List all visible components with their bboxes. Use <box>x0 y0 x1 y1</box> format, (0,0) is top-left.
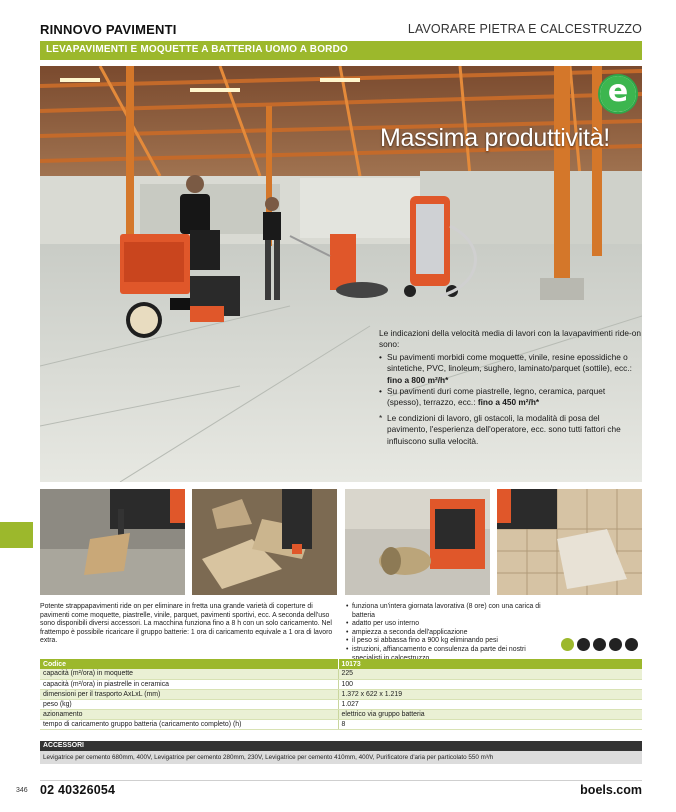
eco-badge-icon <box>598 74 638 114</box>
product-description: Potente strappapavimenti ride on per eliminare in fretta una grande varietà di coperture di pavimenti come moquette, piastrelle, vinile, parquet, pavimenti sportivi, ecc. A seconda dell'uso sono disponibili diversi accessori. La macchina funziona fino a 8 h con un solo caricamento. Nel frattempo è possibile ricaricare il gruppo batterie: 1 ora di caricamento equivale a 1 ora di lavoro extra. <box>40 603 333 645</box>
feature-list-block <box>346 603 556 663</box>
spec-header-label: Codice <box>40 659 338 669</box>
hero-intro: Le indicazioni della velocità media di lavori con la lavapavimenti ride-on sono: <box>379 328 641 350</box>
eco-badge-letter: e <box>600 76 636 112</box>
spec-value: 100 <box>338 679 642 689</box>
hard-floor-rate: fino a 450 m²/h* <box>477 397 540 408</box>
feature-list <box>346 603 556 663</box>
photo-tile-debris <box>192 489 337 595</box>
accessories-header <box>40 741 642 751</box>
table-row <box>40 679 642 689</box>
feature-item: • funziona un'intera giornata lavorativa (8 ore) con una carica di batteria <box>346 603 556 620</box>
feature-item: • adatto per uso interno <box>346 620 556 629</box>
hero-bullet-list <box>379 352 641 409</box>
spec-label: capacità (m²/ora) in moquette <box>40 669 338 679</box>
spec-value: 8 <box>338 719 642 729</box>
spec-label: peso (kg) <box>40 699 338 709</box>
spec-table <box>40 659 642 730</box>
section-title: RINNOVO PAVIMENTI <box>40 22 177 37</box>
table-row <box>40 689 642 699</box>
spec-label: tempo di caricamento gruppo batteria (caricamento completo) (h) <box>40 719 338 729</box>
gloves-icon <box>609 638 622 651</box>
hero-headline: Massima produttività! <box>380 124 610 152</box>
footer-phone: 02 40326054 <box>40 783 116 797</box>
page-number: 346 <box>16 787 28 794</box>
feature-item: • il peso si abbassa fino a 900 kg eliminando pesi <box>346 637 556 646</box>
dust-mask-icon <box>593 638 606 651</box>
hero-bullet-soft-floors: • Su pavimenti morbidi come moquette, vinile, resine epossidiche o sintetiche, PVC, linoleum, sughero, laminato/parquet (sottile), ecc.: fino a 800 m²/h* <box>379 352 641 386</box>
accessories-text: Levigatrice per cemento 680mm, 400V, Levigatrice per cemento 280mm, 230V, Levigatrice per cemento 410mm, 400V, Purificatore d'aria per particolato 550 m³/h <box>43 754 494 761</box>
eco-icon <box>561 638 574 651</box>
soft-floor-rate: fino a 800 m²/h* <box>387 374 449 385</box>
spec-label: dimensioni per il trasporto AxLxL (mm) <box>40 689 338 699</box>
page-header <box>40 20 642 42</box>
table-row <box>40 709 642 719</box>
photo-strip <box>40 489 642 595</box>
spec-header-code: 10173 <box>338 659 642 669</box>
spec-label: capacità (m²/ora) in piastrelle in ceramica <box>40 679 338 689</box>
spec-value: 1.027 <box>338 699 642 709</box>
spec-table-header <box>40 659 642 669</box>
subtitle-text: LEVAPAVIMENTI E MOQUETTE A BATTERIA UOMO A BORDO <box>46 44 349 55</box>
hero-text-block <box>379 328 641 448</box>
photo-tile-roll <box>345 489 490 595</box>
feature-item: • istruzioni, affiancamento e consulenza da parte dei nostri <box>346 646 556 663</box>
table-row <box>40 699 642 709</box>
photo-tile-removal <box>40 489 185 595</box>
subtitle-bar <box>40 41 642 60</box>
spec-label: azionamento <box>40 709 338 719</box>
spec-value: elettrico via gruppo batteria <box>338 709 642 719</box>
hearing-protection-icon <box>577 638 590 651</box>
feature-item: • ampiezza a seconda dell'applicazione <box>346 629 556 638</box>
photo-tile-tiles <box>497 489 642 595</box>
table-row <box>40 669 642 679</box>
hero-footnote: * Le condizioni di lavoro, gli ostacoli, la modalità di posa del pavimento, l'esperienza dell'operatore, ecc. sono tutti fattori che influiscono sulla velocità. <box>379 413 641 447</box>
footer-divider <box>40 780 642 781</box>
table-row <box>40 719 642 729</box>
safety-glasses-icon <box>625 638 638 651</box>
spec-value: 1.372 x 622 x 1.219 <box>338 689 642 699</box>
feature-icons <box>561 638 643 652</box>
footer-website: boels.com <box>580 783 642 797</box>
accessories-title: ACCESSORI <box>43 742 84 749</box>
spec-value: 225 <box>338 669 642 679</box>
accessories-row <box>40 751 642 764</box>
hero-photo <box>40 66 642 482</box>
hero-bullet-hard-floors: • Su pavimenti duri come piastrelle, legno, ceramica, parquet (spesso), terrazzo, ecc.: fino a 450 m²/h* <box>379 386 641 409</box>
category-title: LAVORARE PIETRA E CALCESTRUZZO <box>407 22 642 36</box>
side-tab-marker <box>0 522 33 548</box>
